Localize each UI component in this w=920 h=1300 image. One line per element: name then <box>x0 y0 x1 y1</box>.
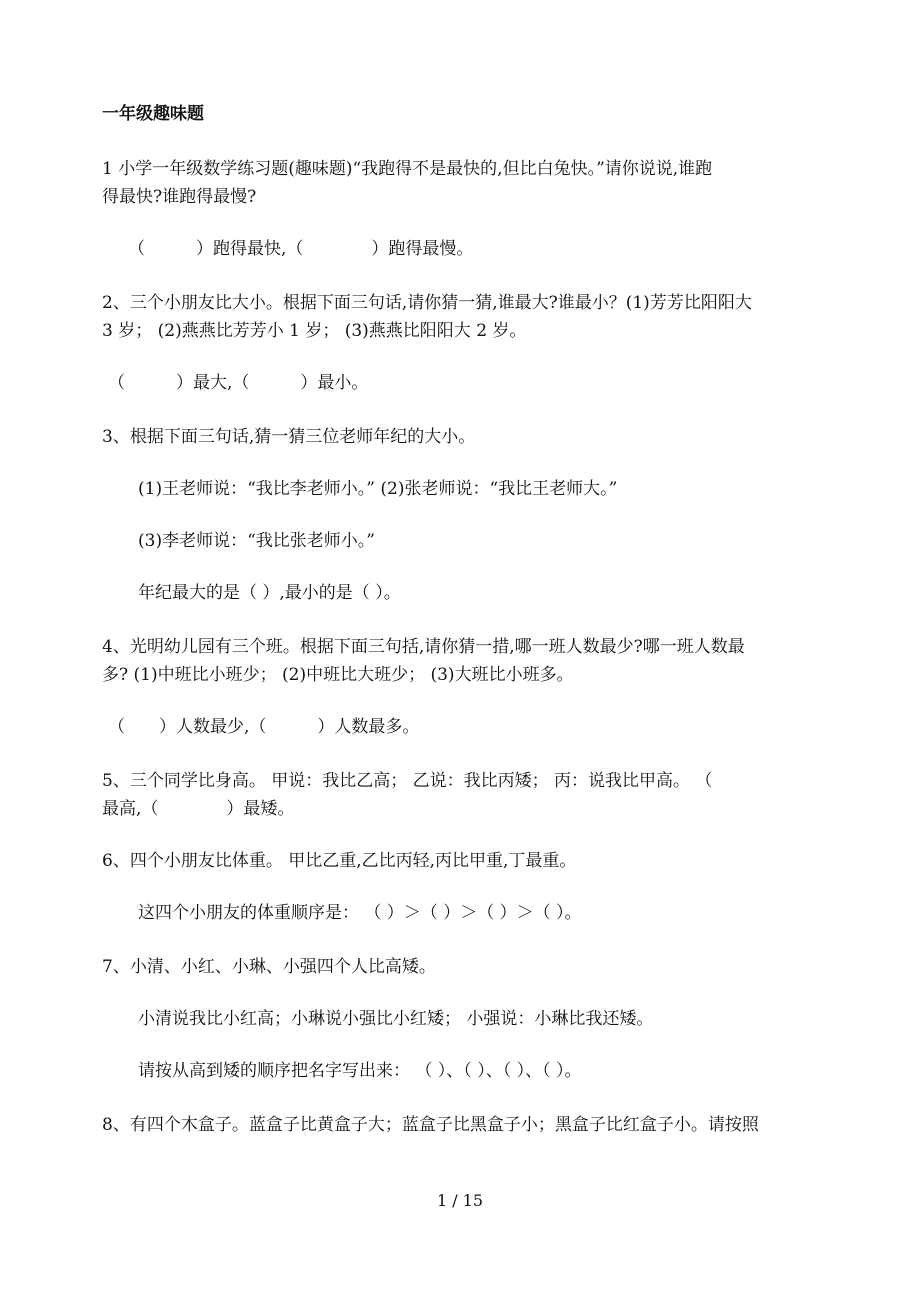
page-title: 一年级趣味题 <box>102 104 204 124</box>
q1-text-line-1: 1 小学一年级数学练习题(趣味题)“我跑得不是最快的,但比白兔快。”请你说说,谁跑 <box>102 159 713 179</box>
q5-text-line-1: 5、三个同学比身高。 甲说：我比乙高； 乙说：我比丙矮； 丙：说我比甲高。 （ <box>102 771 713 791</box>
q2-answer-line: （ ）最大,（ ）最小。 <box>108 373 369 393</box>
q2-text-line-2: 3 岁； (2)燕燕比芳芳小 1 岁； (3)燕燕比阳阳大 2 岁。 <box>102 321 527 341</box>
q1-answer-line: （ ）跑得最快,（ ）跑得最慢。 <box>128 239 474 259</box>
q5-text-line-2: 最高,（ ）最矮。 <box>102 799 295 819</box>
page-number: 1 / 15 <box>436 1191 484 1210</box>
q2-text-line-1: 2、三个小朋友比大小。根据下面三句话,请你猜一猜,谁最大?谁最小？(1)芳芳比阳阳大 <box>102 293 752 313</box>
q7-answer-line: 请按从高到矮的顺序把名字写出来： （ ）、（ ）、（ ）、（ ）。 <box>138 1061 582 1081</box>
q7-text-line-1: 7、小清、小红、小琳、小强四个人比高矮。 <box>102 957 436 977</box>
q3-text-line-1: 3、根据下面三句话,猜一猜三位老师年纪的大小。 <box>102 427 476 447</box>
q3-text-line-3: (3)李老师说：“我比张老师小。” <box>138 531 375 551</box>
q6-answer-line: 这四个小朋友的体重顺序是： （ ）＞（ ）＞（ ）＞（ ）。 <box>138 903 582 923</box>
q3-answer-line: 年纪最大的是（ ）,最小的是（ ）。 <box>138 583 401 603</box>
q7-text-line-2: 小清说我比小红高；小琳说小强比小红矮； 小强说：小琳比我还矮。 <box>138 1009 654 1029</box>
q1-text-line-2: 得最快?谁跑得最慢? <box>102 187 257 207</box>
q8-text-line-1: 8、有四个木盒子。蓝盒子比黄盒子大；蓝盒子比黑盒子小；黑盒子比红盒子小。请按照 <box>102 1115 759 1135</box>
q3-text-line-2: (1)王老师说：“我比李老师小。” (2)张老师说：“我比王老师大。” <box>138 479 618 499</box>
q4-text-line-1: 4、光明幼儿园有三个班。根据下面三句括,请你猜一措,哪一班人数最少?哪一班人数最 <box>102 637 745 657</box>
q6-text-line-1: 6、四个小朋友比体重。 甲比乙重,乙比丙轻,丙比甲重,丁最重。 <box>102 851 577 871</box>
q4-text-line-2: 多? (1)中班比小班少； (2)中班比大班少； (3)大班比小班多。 <box>102 665 574 685</box>
q4-answer-line: （ ）人数最少,（ ）人数最多。 <box>108 717 420 737</box>
